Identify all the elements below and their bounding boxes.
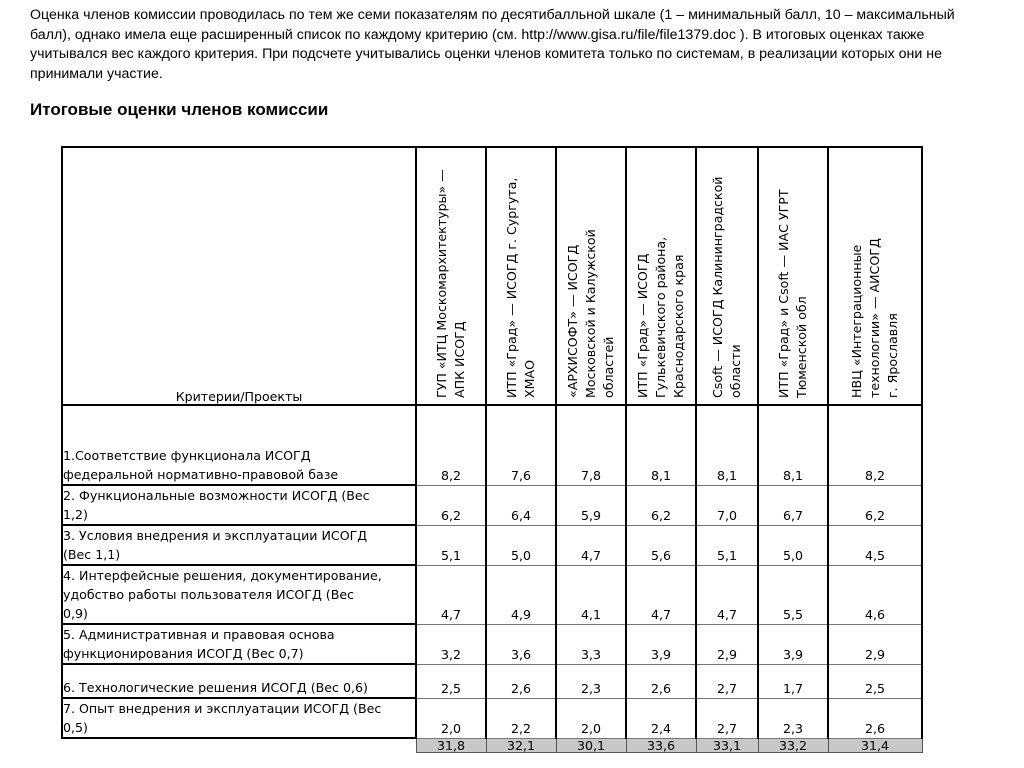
score-cell: 1,7 xyxy=(758,664,828,698)
scores-table xyxy=(61,146,923,753)
score-cell: 5,6 xyxy=(626,525,696,565)
criterion-line: 1.Соответствие функционала ИСОГД xyxy=(63,448,311,463)
table-row xyxy=(62,405,922,485)
project-header-6 xyxy=(758,147,828,405)
score-cell: 2,6 xyxy=(828,698,922,738)
score-cell: 6,7 xyxy=(758,485,828,525)
project-header-2 xyxy=(486,147,556,405)
criterion-line: 0,9) xyxy=(63,606,88,621)
total-cell: 30,1 xyxy=(556,738,626,752)
project-header-line: Тюменской обл xyxy=(794,296,809,398)
score-cell: 2,3 xyxy=(556,664,626,698)
table-row xyxy=(62,485,922,525)
criterion-line: 5. Административная и правовая основа xyxy=(63,627,335,642)
total-cell: 32,1 xyxy=(486,738,556,752)
score-cell: 5,0 xyxy=(758,525,828,565)
totals-spacer xyxy=(62,738,416,752)
score-cell: 2,2 xyxy=(486,698,556,738)
criterion-cell xyxy=(62,405,416,485)
score-cell: 4,7 xyxy=(556,525,626,565)
project-header-line: Краснодарского края xyxy=(671,254,686,398)
project-header-line: ХМАО xyxy=(522,359,537,398)
score-cell: 5,9 xyxy=(556,485,626,525)
score-cell: 6,4 xyxy=(486,485,556,525)
table-row xyxy=(62,565,922,624)
score-cell: 3,2 xyxy=(416,624,486,664)
score-cell: 4,1 xyxy=(556,565,626,624)
score-cell: 2,7 xyxy=(696,664,758,698)
score-cell: 4,5 xyxy=(828,525,922,565)
project-header-line: Csoft — ИСОГД Калининградской xyxy=(710,176,725,398)
score-cell: 2,0 xyxy=(556,698,626,738)
section-heading: Итоговые оценки членов комиссии xyxy=(30,100,329,119)
score-cell: 3,3 xyxy=(556,624,626,664)
table-row xyxy=(62,525,922,565)
project-header-line: ГУП «ИТЦ Москомархитектуры» — xyxy=(434,169,449,398)
total-cell: 31,8 xyxy=(416,738,486,752)
project-header-line: технологии» — АИСОГД xyxy=(867,238,882,398)
score-cell: 5,1 xyxy=(696,525,758,565)
score-cell: 8,1 xyxy=(626,405,696,485)
project-header-line: АПК ИСОГД xyxy=(452,321,467,398)
total-cell: 33,1 xyxy=(696,738,758,752)
criterion-line: 6. Технологические решения ИСОГД (Вес 0,6) xyxy=(63,680,368,695)
score-cell: 6,2 xyxy=(626,485,696,525)
project-header-1 xyxy=(416,147,486,405)
score-cell: 8,2 xyxy=(828,405,922,485)
score-cell: 7,8 xyxy=(556,405,626,485)
criterion-cell xyxy=(62,565,416,624)
score-cell: 5,0 xyxy=(486,525,556,565)
score-cell: 3,9 xyxy=(626,624,696,664)
project-header-5 xyxy=(696,147,758,405)
project-header-line: г. Ярославля xyxy=(885,313,900,398)
score-cell: 4,7 xyxy=(696,565,758,624)
project-header-line: Московской и Калужской xyxy=(583,229,598,398)
criterion-line: 1,2) xyxy=(63,507,88,522)
project-header-line: областей xyxy=(601,336,616,398)
criterion-line: 4. Интерфейсные решения, документирование, xyxy=(63,568,382,583)
criterion-cell xyxy=(62,485,416,525)
score-cell: 2,0 xyxy=(416,698,486,738)
criterion-line: функционирования ИСОГД (Вес 0,7) xyxy=(63,646,304,661)
score-cell: 2,5 xyxy=(828,664,922,698)
criterion-cell xyxy=(62,664,416,698)
total-cell: 33,6 xyxy=(626,738,696,752)
score-cell: 4,7 xyxy=(626,565,696,624)
total-cell: 31,4 xyxy=(828,738,922,752)
score-cell: 6,2 xyxy=(828,485,922,525)
score-cell: 2,6 xyxy=(626,664,696,698)
project-header-3 xyxy=(556,147,626,405)
score-cell: 7,0 xyxy=(696,485,758,525)
project-header-4 xyxy=(626,147,696,405)
score-cell: 4,9 xyxy=(486,565,556,624)
totals-row xyxy=(62,738,922,752)
score-cell: 2,7 xyxy=(696,698,758,738)
table-row xyxy=(62,624,922,664)
score-cell: 2,9 xyxy=(828,624,922,664)
project-header-line: ИТП «Град» — ИСОГД xyxy=(635,253,650,398)
table-header-row xyxy=(62,147,922,405)
score-cell: 2,3 xyxy=(758,698,828,738)
criterion-line: федеральной нормативно-правовой базе xyxy=(63,467,339,482)
score-cell: 8,1 xyxy=(758,405,828,485)
score-cell: 2,4 xyxy=(626,698,696,738)
score-cell: 8,2 xyxy=(416,405,486,485)
project-header-line: области xyxy=(728,344,743,398)
criterion-line: 7. Опыт внедрения и эксплуатации ИСОГД (Вес xyxy=(63,701,382,716)
score-cell: 6,2 xyxy=(416,485,486,525)
criterion-line: 0,5) xyxy=(63,720,88,735)
total-cell: 33,2 xyxy=(758,738,828,752)
score-cell: 2,9 xyxy=(696,624,758,664)
criterion-cell xyxy=(62,624,416,664)
table-row xyxy=(62,698,922,738)
intro-paragraph: Оценка членов комиссии проводилась по тем же семи показателям по десятибалльной шкале (1 – минимальный балл, 10 – максимальный балл), однако имела еще расширенный список по каждому критерию (см. http://www.gisa.ru/file/file1379.doc ). В итоговых оценках также учитывался вес каждого критерия. При подсчете учитывались оценки членов комитета только по системам, в реализации которых они не принимали участие. xyxy=(30,7,955,82)
score-cell: 5,1 xyxy=(416,525,486,565)
criterion-line: удобство работы пользователя ИСОГД (Вес xyxy=(63,587,355,602)
corner-header: Критерии/Проекты xyxy=(62,147,416,405)
project-header-7 xyxy=(828,147,922,405)
project-header-line: НВЦ «Интеграционные xyxy=(849,244,864,398)
project-header-line: ИТП «Град» — ИСОГД г. Сургута, xyxy=(504,177,519,398)
project-header-line: ИТП «Град» и Csoft — ИАС УГРТ xyxy=(776,189,791,398)
score-cell: 4,7 xyxy=(416,565,486,624)
score-cell: 2,5 xyxy=(416,664,486,698)
score-cell: 7,6 xyxy=(486,405,556,485)
score-cell: 3,6 xyxy=(486,624,556,664)
score-cell: 4,6 xyxy=(828,565,922,624)
criterion-cell xyxy=(62,525,416,565)
table-row xyxy=(62,664,922,698)
project-header-line: Гулькевичского района, xyxy=(653,236,668,398)
score-cell: 5,5 xyxy=(758,565,828,624)
criterion-line: (Вес 1,1) xyxy=(63,547,121,562)
score-cell: 8,1 xyxy=(696,405,758,485)
criterion-cell xyxy=(62,698,416,738)
score-cell: 3,9 xyxy=(758,624,828,664)
criterion-line: 3. Условия внедрения и эксплуатации ИСОГД xyxy=(63,528,368,543)
score-cell: 2,6 xyxy=(486,664,556,698)
criterion-line: 2. Функциональные возможности ИСОГД (Вес xyxy=(63,488,370,503)
project-header-line: «АРХИСОФТ» — ИСОГД xyxy=(565,244,580,398)
